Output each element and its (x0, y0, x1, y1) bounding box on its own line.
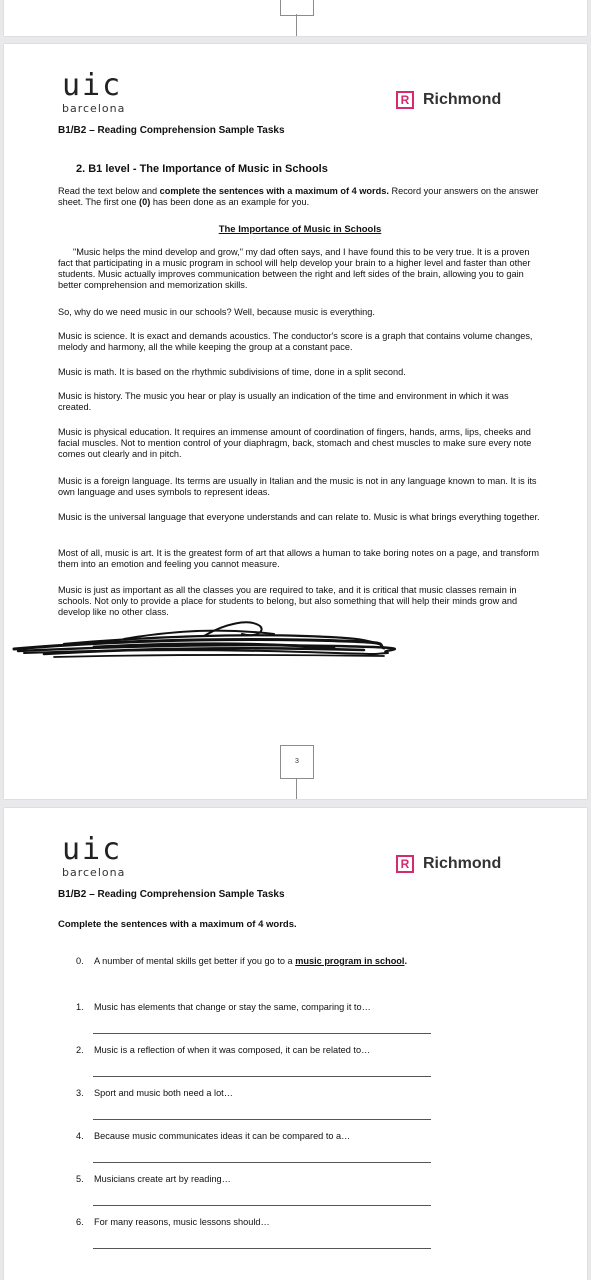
instructions-bold-example: (0) (139, 197, 151, 207)
uic-barcelona-logo (62, 68, 126, 115)
article-paragraph-5: Music is history. The music you hear or play is usually an indication of the time and environment in which it was created. (58, 391, 509, 412)
section-title: 2. B1 level - The Importance of Music in Schools (76, 163, 328, 175)
question-number: 1. (76, 1002, 84, 1012)
richmond-logo-icon: R (396, 91, 414, 109)
answer-line-1[interactable] (93, 1033, 431, 1034)
article-paragraph-3: Music is science. It is exact and demands acoustics. The conductor's score is a graph that contains volume changes, melody and harmony, all the while keeping the group at a constant pace. (58, 331, 533, 352)
question-1 (76, 1002, 371, 1012)
redaction-scribble (4, 614, 587, 664)
instructions-text-3: has been done as an example for you. (150, 197, 310, 207)
article-paragraph-7: Music is a foreign language. Its terms are usually in Italian and the music is not in any language known to man. It is its own language and uses symbols to represent ideas. (58, 476, 537, 497)
question-3 (76, 1088, 233, 1098)
task-instruction: Complete the sentences with a maximum of 4 words. (58, 919, 297, 930)
page-top-partial (4, 0, 587, 36)
example-end: . (404, 956, 408, 966)
uic-logo-mark-2: uic (62, 832, 123, 867)
document-heading: B1/B2 – Reading Comprehension Sample Tasks (58, 125, 285, 136)
answer-line-3[interactable] (93, 1119, 431, 1120)
question-5 (76, 1174, 231, 1184)
richmond-logo-icon-2: R (396, 855, 414, 873)
answer-line-6[interactable] (93, 1248, 431, 1249)
question-text: Because music communicates ideas it can be compared to a… (94, 1131, 351, 1141)
answer-line-4[interactable] (93, 1162, 431, 1163)
uic-logo-mark: uic (62, 68, 123, 103)
question-number: 3. (76, 1088, 84, 1098)
article-paragraph-8: Music is the universal language that everyone understands and can relate to. Music is what brings everything together. (58, 512, 540, 522)
richmond-logo (396, 91, 501, 109)
answer-line-2[interactable] (93, 1076, 431, 1077)
question-6 (76, 1217, 270, 1227)
document-page-text (4, 44, 587, 799)
page-number-box: 3 (280, 745, 314, 779)
question-number: 6. (76, 1217, 84, 1227)
article-paragraph-1: "Music helps the mind develop and grow," my dad often says, and I have found this to be very true. It is a proven fact that participating in a music program in school will help develop your brain to a higher level and faster than other students. Music actually improves communication between the right and left sides of the brain, allowing you to gain better comprehension and memorization skills. (58, 247, 531, 290)
instructions-text-2: Record your answers on the answer sheet. The first one (58, 186, 539, 207)
question-text: For many reasons, music lessons should… (94, 1217, 270, 1227)
question-2 (76, 1045, 370, 1055)
example-text: A number of mental skills get better if you go to a (94, 956, 296, 966)
article-paragraph-2: So, why do we need music in our schools? Well, because music is everything. (58, 307, 375, 317)
document-page-questions (4, 808, 587, 1280)
instructions (58, 186, 542, 208)
article-paragraph-9: Most of all, music is art. It is the greatest form of art that allows a human to take boring notes on a page, and transform them into an emotion and feeling you cannot measure. (58, 548, 540, 569)
instructions-text: Read the text below and (58, 186, 160, 196)
page-number-line-top (296, 14, 297, 36)
question-number: 5. (76, 1174, 84, 1184)
article-paragraph-10: Music is just as important as all the classes you are required to take, and it is critical that music classes remain in schools. Not only to provide a place for students to belong, but also something that will help their minds grow and develop like no other class. (58, 585, 518, 617)
question-text: Musicians create art by reading… (94, 1174, 231, 1184)
richmond-logo-2 (396, 855, 501, 873)
article-title: The Importance of Music in Schools (218, 224, 382, 235)
document-heading-2: B1/B2 – Reading Comprehension Sample Tasks (58, 889, 285, 900)
article-paragraph-4: Music is math. It is based on the rhythmic subdivisions of time, done in a split second. (58, 367, 406, 377)
answer-line-5[interactable] (93, 1205, 431, 1206)
example-answer: music program in school (295, 956, 405, 966)
richmond-logo-word-2: Richmond (423, 855, 502, 872)
uic-logo-city: barcelona (62, 102, 126, 115)
question-number: 2. (76, 1045, 84, 1055)
uic-logo-city-2: barcelona (62, 866, 126, 879)
page-number-line (296, 778, 297, 799)
example-number: 0. (76, 956, 84, 966)
example-question (76, 956, 407, 966)
richmond-logo-word: Richmond (423, 91, 502, 108)
article-paragraph-6: Music is physical education. It requires an immense amount of coordination of fingers, hands, arms, lips, cheeks and facial muscles. Not to mention control of your diaphragm, back, stomach and chest muscles to make sure every note comes out clearly and in pitch. (58, 427, 532, 459)
question-4 (76, 1131, 350, 1141)
page-number-box-top (280, 0, 314, 16)
uic-barcelona-logo-2 (62, 832, 126, 879)
question-text: Music has elements that change or stay the same, comparing it to… (94, 1002, 371, 1012)
question-text: Sport and music both need a lot… (94, 1088, 233, 1098)
instructions-bold: complete the sentences with a maximum of 4 words. (159, 186, 389, 196)
question-text: Music is a reflection of when it was composed, it can be related to… (94, 1045, 371, 1055)
question-number: 4. (76, 1131, 84, 1141)
